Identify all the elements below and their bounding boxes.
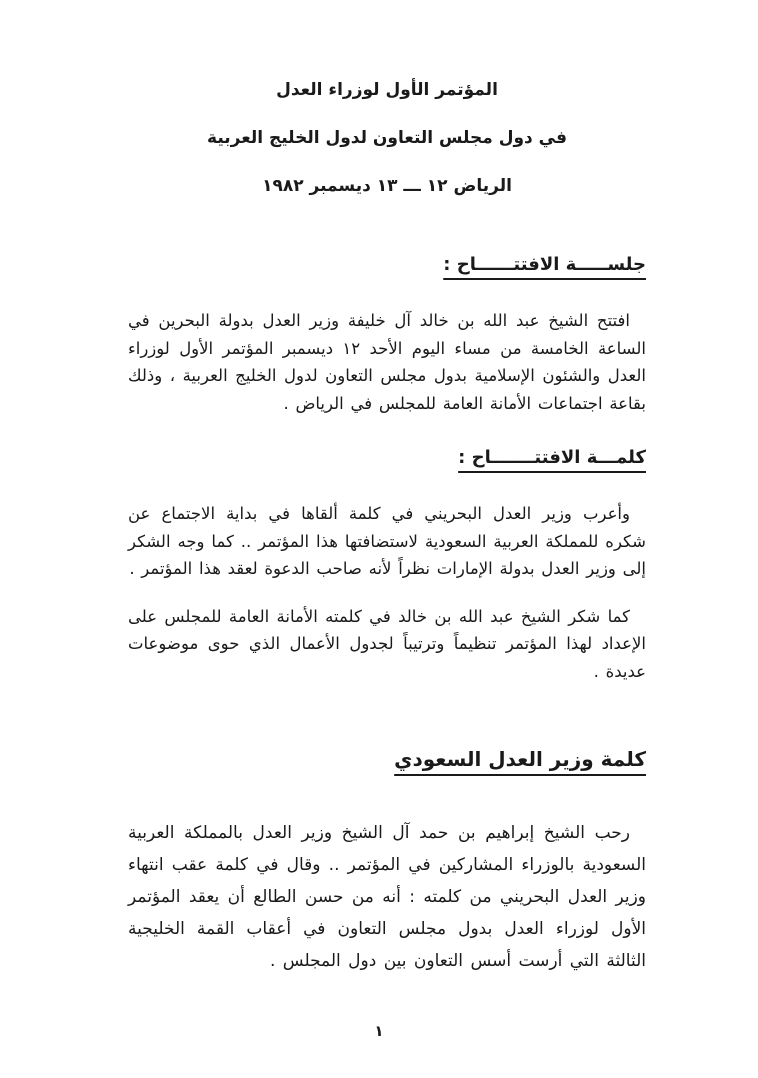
document-title-line-2: في دول مجلس التعاون لدول الخليج العربية [207,128,567,148]
document-title-line-1: المؤتمر الأول لوزراء العدل [276,80,498,100]
paragraph-opening-speech-2: كما شكر الشيخ عبد الله بن خالد في كلمته الأمانة العامة للمجلس على الإعداد لهذا المؤتمر تنظيماً وترتيباً لجدول الأعمال الذي حوى موضوعات عديدة . [128,606,646,681]
paragraph-opening-session-1: افتتح الشيخ عبد الله بن خالد آل خليفة وزير العدل بدولة البحرين في الساعة الخامسة من مساء اليوم الأحد ١٢ ديسمبر المؤتمر الأول لوزراء العدل والشئون الإسلامية بدول مجلس التعاون لدول الخليج العربية ، وذلك بقاعة اجتماعات الأمانة العامة للمجلس في الرياض . [128,311,646,413]
section-heading-opening-speech: كلمـــة الافتتـــــــاح : [458,447,646,468]
paragraph-saudi-minister-speech-1: رحب الشيخ إبراهيم بن حمد آل الشيخ وزير العدل بالمملكة العربية السعودية بالوزراء المشاركين في المؤتمر .. وقال في كلمة عقب انتهاء وزير العدل البحريني من كلمته : أنه من حسن الطالع أن يعقد المؤتمر الأول لوزراء العدل بدول مجلس التعاون في أعقاب القمة الخليجية الثالثة التي أرست أسس التعاون بين دول المجلس . [128,823,646,971]
section-heading-opening-session: جلســـــة الافتتــــــاح : [443,254,646,275]
section-saudi-minister-speech [128,747,646,977]
paragraph-opening-speech-1: وأعرب وزير العدل البحريني في كلمة ألقاها في بداية الاجتماع عن شكره للمملكة العربية السعودية لاستضافتها هذا المؤتمر .. كما وجه الشكر إلى وزير العدل بدولة الإمارات نظراً لأنه صاحب الدعوة لعقد هذا المؤتمر . [128,504,646,578]
section-heading-saudi-minister-speech: كلمة وزير العدل السعودي [394,747,646,771]
document-header [128,80,646,196]
section-opening-session [128,254,646,417]
page-number: ١ [374,1022,384,1040]
section-opening-speech [128,447,646,685]
document-title-line-3: الرياض ١٢ ـــ ١٣ ديسمبر ١٩٨٢ [262,176,512,196]
